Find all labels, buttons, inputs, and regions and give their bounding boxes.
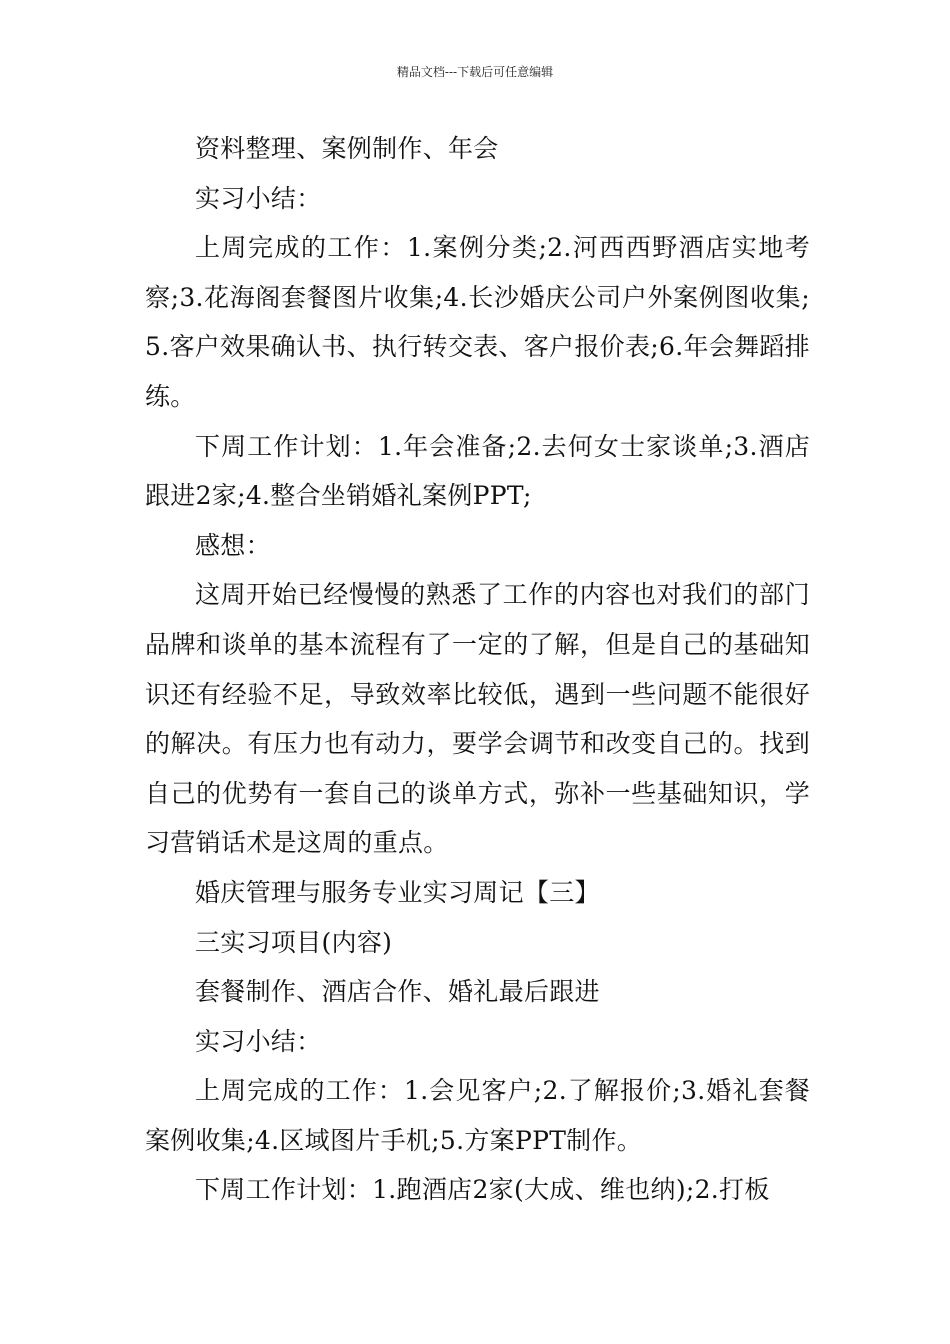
- paragraph-next-week-plan: 下周工作计划：1.年会准备;2.去何女士家谈单;3.酒店跟进2家;4.整合坐销婚礼案例PPT;: [145, 431, 810, 511]
- document-body: [145, 124, 810, 1215]
- page-header: 精品文档---下载后可任意编辑: [396, 65, 554, 79]
- paragraph-next-week-plan-2: 下周工作计划：1.跑酒店2家(大成、维也纳);2.打板: [195, 1175, 770, 1205]
- paragraph-summary-heading-2: 实习小结：: [195, 1026, 322, 1056]
- paragraph-last-week-work-2: 上周完成的工作：1.会见客户;2.了解报价;3.婚礼套餐案例收集;4.区域图片手机;5.方案PPT制作。: [145, 1076, 810, 1155]
- paragraph-project-content-2: 套餐制作、酒店合作、婚礼最后跟进: [195, 977, 600, 1007]
- paragraph-last-week-work: 上周完成的工作：1.案例分类;2.河西西野酒店实地考察;3.花海阁套餐图片收集;4.长沙婚庆公司户外案例图收集;5.客户效果确认书、执行转交表、客户报价表;6.年会舞蹈排练。: [145, 233, 810, 411]
- paragraph-project-heading: 三实习项目(内容): [195, 927, 393, 957]
- paragraph-project-content: 资料整理、案例制作、年会: [195, 134, 499, 163]
- paragraph-summary-heading: 实习小结：: [195, 183, 322, 213]
- paragraph-thoughts-body: 这周开始已经慢慢的熟悉了工作的内容也对我们的部门品牌和谈单的基本流程有了一定的了解，但是自己的基础知识还有经验不足，导致效率比较低，遇到一些问题不能很好的解决。有压力也有动力，要学会调节和改变自己的。找到自己的优势有一套自己的谈单方式，弥补一些基础知识，学习营销话术是这周的重点。: [145, 580, 810, 858]
- paragraph-section-title: 婚庆管理与服务专业实习周记【三】: [195, 877, 600, 907]
- paragraph-thoughts-heading: 感想：: [195, 530, 271, 560]
